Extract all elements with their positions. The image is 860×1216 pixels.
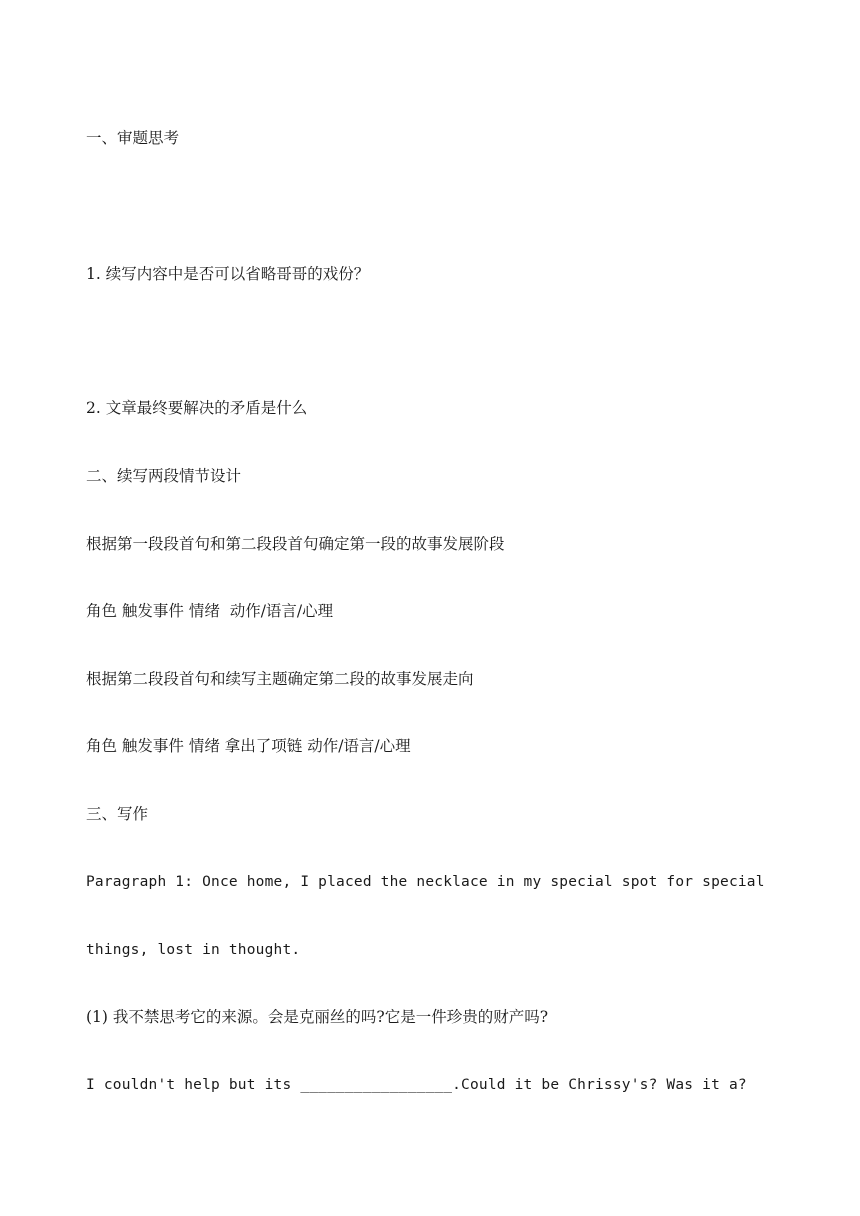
section-heading-2: 二、续写两段情节设计 [86, 467, 242, 485]
paragraph-prompt-line-2: things, lost in thought. [86, 942, 301, 958]
instruction-paragraph-1: 根据第一段段首句和第二段段首句确定第一段的故事发展阶段 [86, 535, 505, 553]
section-heading-1: 一、审题思考 [86, 129, 180, 147]
translation-prompt: (1) 我不禁思考它的来源。会是克丽丝的吗?它是一件珍贵的财产吗? [86, 1008, 549, 1026]
section-heading-3: 三、写作 [86, 805, 149, 823]
instruction-paragraph-2: 根据第二段段首句和续写主题确定第二段的故事发展走向 [86, 670, 474, 688]
elements-list-1: 角色 触发事件 情绪 动作/语言/心理 [86, 602, 334, 620]
question-2: 2. 文章最终要解决的矛盾是什么 [86, 399, 308, 417]
elements-list-2: 角色 触发事件 情绪 拿出了项链 动作/语言/心理 [86, 737, 411, 755]
question-1: 1. 续写内容中是否可以省略哥哥的戏份？ [86, 265, 370, 283]
paragraph-prompt-line-1: Paragraph 1: Once home, I placed the necklace in my special spot for special [86, 874, 765, 890]
fill-in-blank-sentence: I couldn't help but its _________________.Could it be Chrissy's? Was it a? [86, 1077, 747, 1093]
